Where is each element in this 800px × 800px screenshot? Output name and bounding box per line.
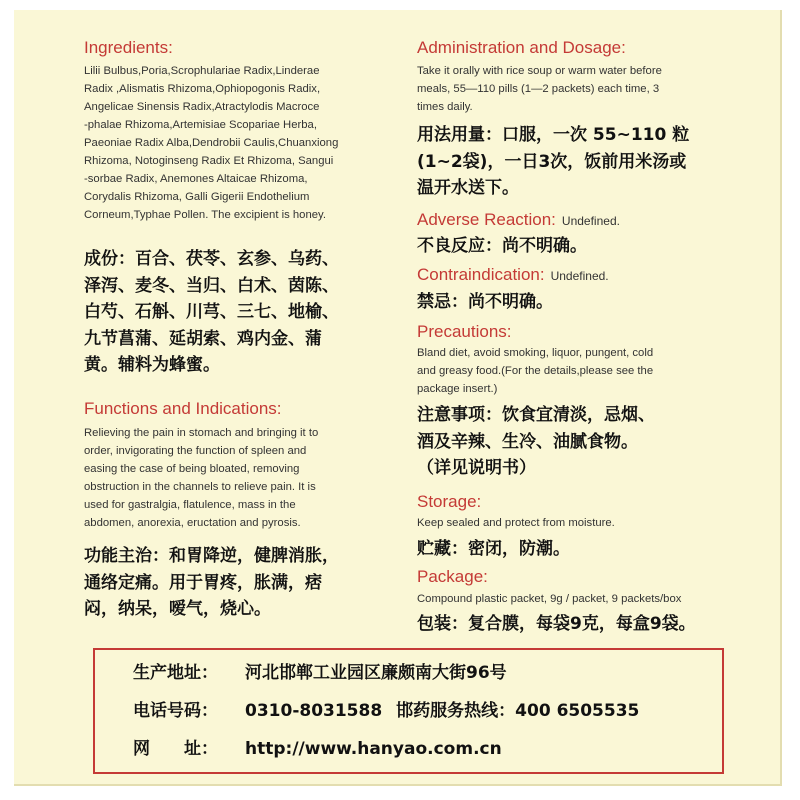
administration-cn-line: 用法用量：口服，一次 55~110 粒: [417, 125, 690, 145]
hotline-value: 400 6505535: [515, 701, 640, 721]
functions-cn-line: 通络定痛。用于胃疼，胀满，痞: [84, 572, 322, 593]
precautions-en-line: Bland diet, avoid smoking, liquor, pungent, cold: [417, 347, 654, 359]
phone-label: 电话号码：: [133, 701, 218, 721]
functions-cn: [84, 543, 339, 623]
ingredients-en-line: Lilii Bulbus,Poria,Scrophulariae Radix,Linderae: [84, 65, 320, 77]
package-cn-line: 包装：复合膜，每袋9克，每盒9袋。: [417, 614, 696, 634]
storage-en-line: Keep sealed and protect from moisture.: [417, 517, 615, 529]
administration-heading: Administration and Dosage:: [417, 38, 626, 57]
precautions-cn-line: （详见说明书）: [417, 458, 536, 478]
contraindication-heading-text: Contraindication:: [417, 265, 545, 284]
phone-value: 0310-8031588: [245, 701, 383, 721]
ingredients-heading: Ingredients:: [84, 38, 173, 57]
administration-cn: [417, 122, 689, 202]
ingredients-cn-line: 白芍、石斛、川芎、三七、地榆、: [84, 302, 339, 322]
contraindication-heading: [417, 265, 609, 286]
functions-en-line: easing the case of being bloated, removing: [84, 463, 300, 475]
precautions-en-line: and greasy food.(For the details,please see the: [417, 365, 654, 377]
contraindication-note: Undefined.: [550, 269, 609, 283]
package-en: [417, 590, 681, 608]
hotline-label: 邯药服务热线：: [396, 701, 516, 721]
storage-cn: [417, 536, 570, 563]
administration-en-line: meals, 55—110 pills (1—2 packets) each time, 3: [417, 83, 660, 95]
precautions-en: [417, 344, 653, 398]
functions-en: [84, 424, 318, 532]
administration-en: [417, 62, 662, 116]
storage-heading: Storage:: [417, 492, 482, 511]
ingredients-en-line: Angelicae Sinensis Radix,Atractylodis Macroce: [84, 101, 320, 113]
adverse-heading-text: Adverse Reaction:: [417, 210, 556, 229]
administration-en-line: Take it orally with rice soup or warm water before: [417, 65, 662, 77]
administration-cn-line: (1~2袋)，一日3次，饭前用米汤或: [417, 151, 687, 172]
package-panel: [14, 10, 782, 786]
website-line: [133, 738, 502, 760]
adverse-cn-line: 不良反应：尚不明确。: [417, 236, 587, 256]
package-cn: [417, 611, 696, 638]
ingredients-en: [84, 62, 338, 224]
functions-cn-line: 功能主治：和胃降逆，健脾消胀，: [84, 546, 339, 566]
functions-en-line: Relieving the pain in stomach and bringing it to: [84, 427, 319, 439]
storage-cn-line: 贮藏：密闭，防潮。: [417, 539, 570, 559]
ingredients-en-line: Radix ,Alismatis Rhizoma,Ophiopogonis Radix,: [84, 83, 321, 95]
storage-en: [417, 514, 615, 532]
adverse-heading: [417, 210, 620, 231]
precautions-heading: Precautions:: [417, 322, 512, 341]
precautions-cn-line: 酒及辛辣、生冷、油腻食物。: [417, 431, 638, 452]
package-heading: Package:: [417, 567, 488, 586]
address-value: 河北邯郸工业园区廉颇南大街96号: [245, 663, 507, 683]
ingredients-en-line: Rhizoma, Notoginseng Radix Et Rhizoma, Sangui: [84, 155, 334, 167]
adverse-note: Undefined.: [561, 214, 620, 228]
ingredients-en-line: Corydalis Rhizoma, Galli Gigerii Endothelium: [84, 191, 310, 203]
manufacturer-info-box: [93, 648, 724, 774]
website-label: 网 址：: [133, 739, 218, 759]
contraindication-cn: [417, 289, 553, 316]
precautions-en-line: package insert.): [417, 383, 498, 395]
administration-cn-line: 温开水送下。: [417, 178, 519, 198]
address-label: 生产地址：: [133, 663, 218, 683]
functions-en-line: obstruction in the channels to relieve pain. It is: [84, 481, 316, 493]
precautions-cn-line: 注意事项：饮食宜清淡，忌烟、: [417, 405, 655, 425]
functions-heading: Functions and Indications:: [84, 399, 282, 418]
phone-line: [133, 700, 639, 722]
ingredients-cn-line: 九节菖蒲、延胡索、鸡内金、蒲: [84, 328, 322, 349]
website-link[interactable]: http://www.hanyao.com.cn: [245, 739, 502, 759]
ingredients-en-line: Corneum,Typhae Pollen. The excipient is honey.: [84, 209, 326, 221]
administration-en-line: times daily.: [417, 101, 473, 113]
ingredients-cn: [84, 246, 339, 379]
functions-en-line: order, invigorating the function of spleen and: [84, 445, 307, 457]
functions-cn-line: 闷，纳呆，嗳气，烧心。: [84, 599, 271, 619]
ingredients-en-line: Paeoniae Radix Alba,Dendrobii Caulis,Chuanxiong: [84, 137, 339, 149]
adverse-cn: [417, 233, 587, 260]
precautions-cn: [417, 402, 655, 482]
contraindication-cn-line: 禁忌：尚不明确。: [417, 292, 553, 312]
ingredients-cn-line: 泽泻、麦冬、当归、白术、茵陈、: [84, 275, 339, 296]
ingredients-cn-line: 黄。辅料为蜂蜜。: [84, 355, 220, 375]
ingredients-en-line: -sorbae Radix, Anemones Altaicae Rhizoma,: [84, 173, 308, 185]
functions-en-line: used for gastralgia, flatulence, mass in the: [84, 499, 296, 511]
ingredients-en-line: -phalae Rhizoma,Artemisiae Scopariae Herba,: [84, 119, 317, 131]
functions-en-line: abdomen, anorexia, eructation and pyrosis.: [84, 517, 301, 529]
address-line: [133, 662, 507, 684]
ingredients-cn-line: 成份：百合、茯苓、玄参、乌药、: [84, 249, 339, 269]
package-en-line: Compound plastic packet, 9g / packet, 9 packets/box: [417, 593, 682, 605]
